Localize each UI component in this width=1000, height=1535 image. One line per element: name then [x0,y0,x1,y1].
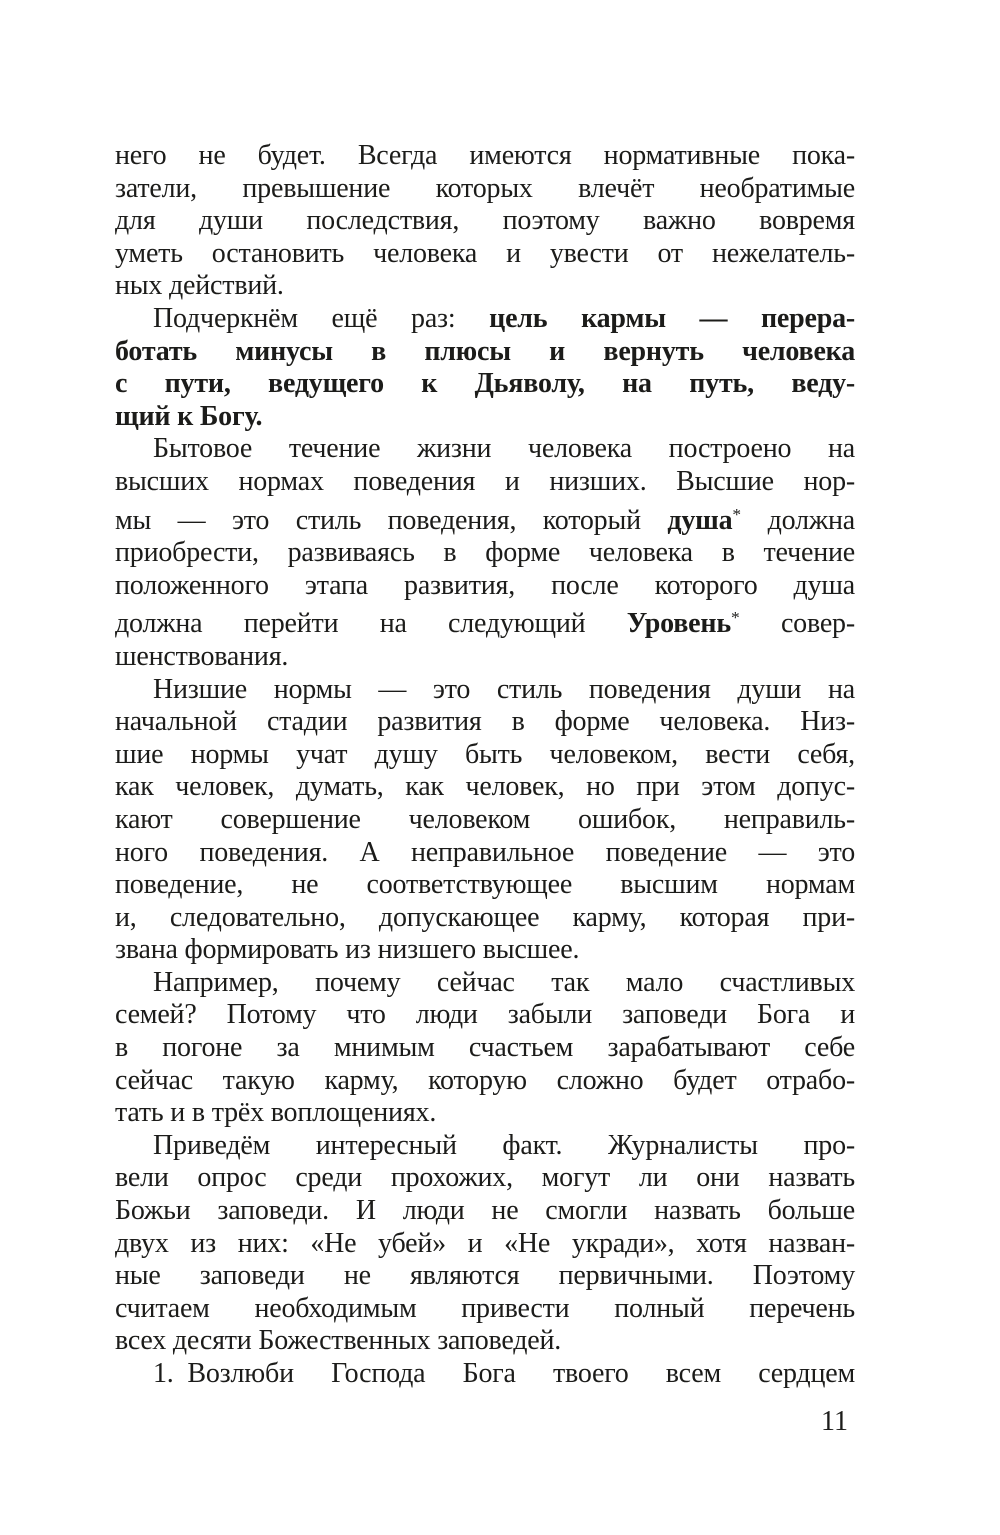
text-segment: затели, превышение которых влечёт необратимые [115,172,855,204]
text-segment: Приведём интересный факт. Журналисты про- [153,1129,855,1161]
text-segment: тать и в трёх воплощениях. [115,1097,437,1129]
bold-text-segment: ботать минусы в плюсы и вернуть человека [115,335,855,367]
text-line [115,303,855,336]
text-segment: двух из них: «Не убей» и «Не укради», хотя назван- [115,1227,855,1259]
text-line [115,401,855,434]
bold-text-segment: щий к Богу. [115,400,263,432]
text-segment: мы — это стиль поведения, который [115,504,668,536]
text-line [115,270,855,303]
text-segment: всех десяти Божественных заповедей. [115,1325,562,1357]
paragraph-indent [115,990,153,991]
text-segment: в погоне за мнимым счастьем зарабатывают себе [115,1032,855,1064]
text-segment: Бытовое течение жизни человека построено на [153,433,855,465]
text-line [115,368,855,401]
text-line [115,1162,855,1195]
text-line [115,173,855,206]
text-line [115,641,855,674]
text-segment: Низшие нормы — это стиль поведения души на [153,673,855,705]
text-line [115,433,855,466]
text-segment: него не будет. Всегда имеются нормативные пока- [115,140,855,171]
text-line [115,537,855,570]
text-line [115,837,855,870]
text-line [115,869,855,902]
text-segment: шие нормы учат душу быть человеком, вести себя, [115,738,855,770]
text-segment: считаем необходимым привести полный перечень [115,1292,855,1324]
text-line [115,1260,855,1293]
paragraph-indent [115,697,153,698]
text-segment: Божьи заповеди. И люди не смогли назвать больше [115,1195,855,1227]
text-line [115,1097,855,1130]
text-segment: положенного этапа развития, после которого душа [115,569,855,601]
text-line [115,602,855,641]
page-number: 11 [821,1406,848,1437]
text-line [115,499,855,538]
text-segment: сейчас такую карму, которую сложно будет отрабо- [115,1064,855,1096]
text-line [115,967,855,1000]
text-line [115,1358,855,1391]
text-line [115,1293,855,1326]
text-line [115,1065,855,1098]
text-segment: Подчеркнём ещё раз: [153,302,490,334]
text-segment: высших нормах поведения и низших. Высшие нор- [115,465,855,497]
text-segment: приобрести, развиваясь в форме человека в течение [115,537,855,569]
text-segment: должна [741,504,855,536]
text-segment: семей? Потому что люди забыли заповеди Бога и [115,999,855,1031]
text-segment: Например, почему сейчас так мало счастливых [153,966,855,998]
text-line [115,336,855,369]
text-segment: поведение, не соответствующее высшим нормам [115,869,855,901]
text-line [115,205,855,238]
text-segment: шенствования. [115,640,289,672]
text-line [115,739,855,772]
bold-text-segment: душа [667,504,733,536]
text-segment: как человек, думать, как человек, но при этом допус- [115,771,855,803]
text-segment: уметь остановить человека и увести от нежелатель- [115,237,855,269]
text-line [115,140,855,173]
text-line [115,934,855,967]
footnote-asterisk: * [730,608,740,628]
page-body-text [115,140,855,1391]
text-line [115,466,855,499]
paragraph-indent [115,1153,153,1154]
text-segment: начальной стадии развития в форме человека. Низ- [115,706,855,738]
text-segment: звана формировать из низшего высшее. [115,934,580,966]
text-segment: должна перейти на следующий [115,608,627,640]
text-segment: и, следовательно, допускающее карму, которая при- [115,901,855,933]
paragraph-indent [115,456,153,457]
text-line [115,1325,855,1358]
footnote-asterisk: * [732,504,742,524]
bold-text-segment: цель кармы — перера- [489,302,856,334]
paragraph-indent [115,1381,153,1382]
text-line [115,1130,855,1163]
text-line [115,1228,855,1261]
text-segment: совер- [739,608,855,640]
text-segment: 1. Возлюби Господа Бога твоего всем сердцем [153,1358,855,1389]
text-segment: для души последствия, поэтому важно вовремя [115,205,855,237]
text-line [115,570,855,603]
text-line [115,674,855,707]
text-segment: вели опрос среди прохожих, могут ли они назвать [115,1162,855,1194]
text-line [115,804,855,837]
text-segment: кают совершение человеком ошибок, неправиль- [115,803,855,835]
text-segment: ные заповеди не являются первичными. Поэтому [115,1260,855,1292]
text-line [115,238,855,271]
text-line [115,1195,855,1228]
bold-text-segment: с пути, ведущего к Дьяволу, на путь, веду- [115,368,855,400]
text-line [115,706,855,739]
paragraph-indent [115,326,153,327]
text-line [115,902,855,935]
bold-text-segment: Уровень [626,608,731,640]
text-segment: ных действий. [115,270,284,302]
text-line [115,1032,855,1065]
text-line [115,999,855,1032]
text-line [115,771,855,804]
text-segment: ного поведения. А неправильное поведение — это [115,836,855,868]
